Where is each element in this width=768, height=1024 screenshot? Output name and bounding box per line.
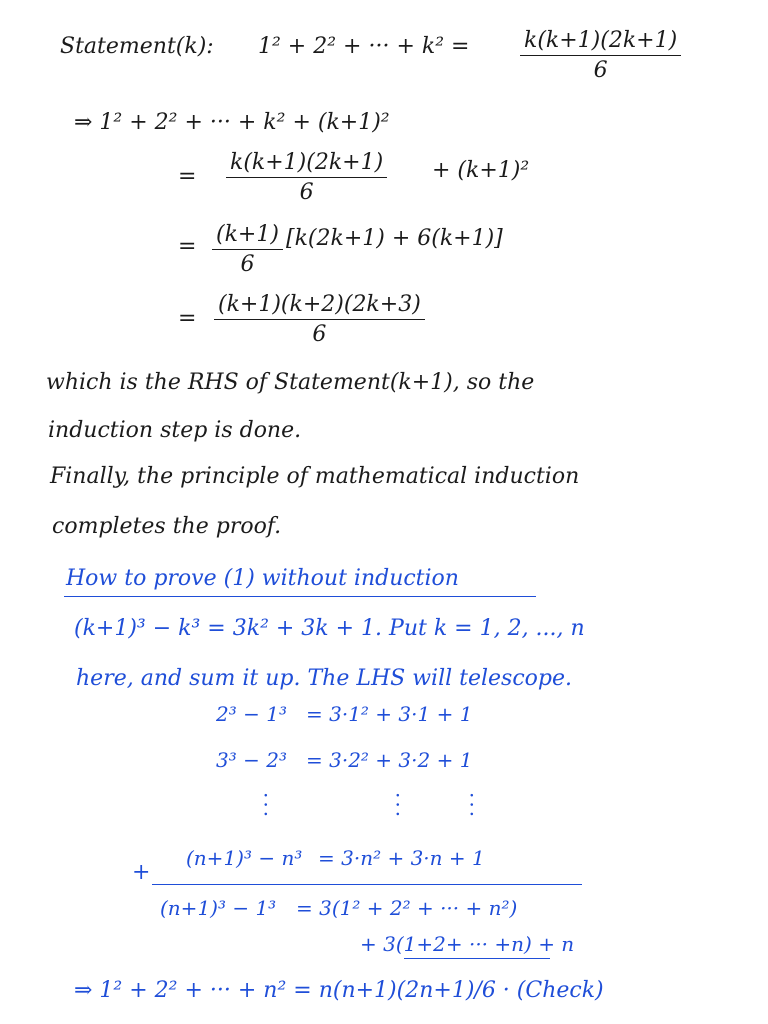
conclusion-line: ⇒ 1² + 2² + ··· + n² = n(n+1)(2n+1)/6 · (Check) <box>74 978 604 1003</box>
row3-lhs: (n+1)³ − n³ <box>186 846 303 870</box>
step3-denominator: 6 <box>240 252 255 277</box>
step3-fraction <box>212 222 283 277</box>
sum-underline <box>404 958 550 959</box>
statement-lhs: 1² + 2² + ··· + k² = <box>258 34 470 59</box>
para-line-4: completes the proof. <box>52 514 282 539</box>
statement-numerator: k(k+1)(2k+1) <box>520 28 681 56</box>
step1-line: ⇒ 1² + 2² + ··· + k² + (k+1)² <box>74 110 390 135</box>
step4-denominator: 6 <box>312 322 327 347</box>
blue-line-2: here, and sum it up. The LHS will telescope. <box>76 666 573 691</box>
vertical-ellipsis: ··· <box>460 792 484 821</box>
para-line-2: induction step is done. <box>48 418 302 443</box>
step3-rest: [k(2k+1) + 6(k+1)] <box>286 226 503 251</box>
section-heading: How to prove (1) without induction <box>66 566 459 591</box>
statement-label: Statement(k): <box>60 34 214 59</box>
para-line-3: Finally, the principle of mathematical induction <box>50 464 580 489</box>
step4-fraction <box>214 292 425 347</box>
statement-denominator: 6 <box>593 58 608 83</box>
step4-numerator: (k+1)(k+2)(2k+3) <box>214 292 425 320</box>
step3-numerator: (k+1) <box>212 222 283 250</box>
step2-equals: = <box>178 164 197 189</box>
step2-rest: + (k+1)² <box>432 158 530 183</box>
vertical-ellipsis: ··· <box>254 792 278 821</box>
step2-fraction <box>226 150 387 205</box>
step4-equals: = <box>178 306 197 331</box>
statement-fraction <box>520 28 681 83</box>
blue-line-1: (k+1)³ − k³ = 3k² + 3k + 1. Put k = 1, 2, ..., n <box>74 616 585 641</box>
sum-rule <box>152 884 582 885</box>
row2-rhs: = 3·2² + 3·2 + 1 <box>306 748 473 772</box>
vertical-ellipsis: ··· <box>386 792 410 821</box>
row2-lhs: 3³ − 2³ <box>216 748 287 772</box>
sum-rhs: = 3(1² + 2² + ··· + n²) <box>296 896 518 920</box>
row1-lhs: 2³ − 1³ <box>216 702 287 726</box>
step2-denominator: 6 <box>299 180 314 205</box>
step3-equals: = <box>178 234 197 259</box>
sum-lhs: (n+1)³ − 1³ <box>160 896 277 920</box>
para-line-1: which is the RHS of Statement(k+1), so the <box>46 370 535 395</box>
heading-underline <box>64 596 536 597</box>
row1-rhs: = 3·1² + 3·1 + 1 <box>306 702 473 726</box>
step2-numerator: k(k+1)(2k+1) <box>226 150 387 178</box>
row3-plus-sign: + <box>132 860 151 885</box>
sum-rhs-continued: + 3(1+2+ ··· +n) + n <box>360 932 575 956</box>
row3-rhs: = 3·n² + 3·n + 1 <box>318 846 485 870</box>
